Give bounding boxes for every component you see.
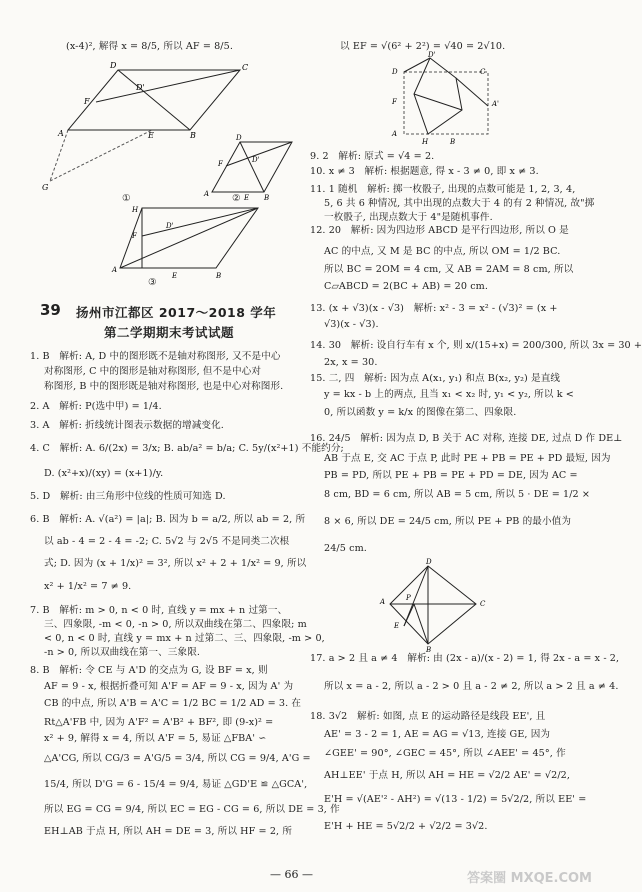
answer-line: 14. 30 解析: 设自行车有 x 个, 则 x/(15+x) = 200/300, 所以 3x = 30 + <box>310 340 642 351</box>
answer-line: 4. C 解析: A. 6/(2x) = 3/x; B. ab/a² = b/a; C. 5y/(x²+1) 不能约分; <box>30 443 344 454</box>
answer-line: 15/4, 所以 D'G = 6 - 15/4 = 9/4, 易证 △GD'E ≌ △GCA', <box>44 779 308 790</box>
svg-text:P: P <box>406 594 411 602</box>
answer-line: 10. x ≠ 3 解析: 根据题意, 得 x - 3 ≠ 0, 即 x ≠ 3. <box>310 166 539 177</box>
svg-text:E: E <box>244 194 250 202</box>
svg-text:A': A' <box>492 100 499 108</box>
answer-line: ∠GEE' = 90°, ∠GEC = 45°, 所以 ∠AEE' = 45°, 作 <box>324 748 566 759</box>
section-number: 39 <box>40 301 61 319</box>
answer-line: 17. a > 2 且 a ≠ 4 解析: 由 (2x - a)/(x - 2) = 1, 得 2x - a = x - 2, <box>310 653 620 664</box>
answer-line: x² + 9, 解得 x = 4, 所以 A'F = 5, 易证 △FBA' ∽ <box>44 733 267 744</box>
geometry-figure-3 <box>112 202 262 284</box>
answer-line: AH⊥EE' 于点 H, 所以 AH = HE = √2/2 AE' = √2/2, <box>324 770 571 781</box>
svg-text:B: B <box>264 194 270 202</box>
svg-text:D: D <box>236 134 242 142</box>
watermark-logo: 答案圈 MXQE.COM <box>467 871 592 886</box>
answer-line: 6. B 解析: A. √(a²) = |a|; B. 因为 b = a/2, 所以 ab = 2, 所 <box>30 514 306 525</box>
svg-text:B: B <box>190 131 196 140</box>
answer-line: AF = 9 - x, 根据折叠可知 A'F = AF = 9 - x, 因为 A' 为 <box>44 681 294 692</box>
answer-line: < 0, n < 0 时, 直线 y = mx + n 过第二、三、四象限, -m > 0, <box>44 633 325 644</box>
svg-text:D': D' <box>428 51 436 59</box>
answer-line: 2x, x = 30. <box>324 357 378 368</box>
svg-text:A: A <box>204 190 210 198</box>
answer-line: 9. 2 解析: 原式 = √4 = 2. <box>310 151 435 162</box>
svg-text:D: D <box>392 68 398 76</box>
answer-line: y = kx - b 上的两点, 且当 x₁ < x₂ 时, y₁ < y₂, 所以 k < <box>324 389 574 400</box>
answer-line: 11. 1 随机 解析: 掷一枚骰子, 出现的点数可能是 1, 2, 3, 4, <box>310 184 576 195</box>
answer-line: 所以 BC = 2OM = 4 cm, 又 AB = 2AM = 8 cm, 所以 <box>324 264 574 275</box>
answer-line: 称图形, B 中的图形既是轴对称图形, 也是中心对称图形. <box>44 381 284 392</box>
section-title-line2: 第二学期期末考试试题 <box>104 325 235 340</box>
svg-text:B: B <box>450 138 456 146</box>
answer-line: 0, 所以函数 y = k/x 的图像在第二、四象限. <box>324 407 517 418</box>
answer-line: 1. B 解析: A, D 中的图形既不是轴对称图形, 又不是中心 <box>30 351 281 362</box>
answer-line: 8. B 解析: 令 CE 与 A'D 的交点为 G, 设 BF = x, 则 <box>30 665 268 676</box>
answer-line: 所以 EG = CG = 9/4, 所以 EC = EG - CG = 6, 所以 DE = 3, 作 <box>44 804 340 815</box>
svg-text:E: E <box>394 622 400 630</box>
svg-text:H: H <box>422 138 429 146</box>
answer-line: 对称图形, C 中的图形是轴对称图形, 但不是中心对 <box>44 366 262 377</box>
answer-line: 3. A 解析: 折线统计图表示数据的增减变化. <box>30 420 224 431</box>
svg-text:B: B <box>426 646 432 654</box>
svg-text:A: A <box>58 129 64 138</box>
svg-text:B: B <box>216 272 222 280</box>
svg-text:D: D <box>426 558 432 566</box>
svg-text:D': D' <box>166 222 174 230</box>
answer-line: 以 ab - 4 = 2 - 4 = -2; C. 5√2 与 2√5 不是同类二次根 <box>44 536 290 547</box>
svg-text:C: C <box>480 68 486 76</box>
svg-text:A: A <box>380 598 386 606</box>
answer-line: 8 cm, BD = 6 cm, 所以 AB = 5 cm, 所以 5 · DE = 1/2 × <box>324 489 591 500</box>
answer-line: 所以 x = a - 2, 所以 a - 2 > 0 且 a - 2 ≠ 2, 所以 a > 2 且 a ≠ 4. <box>324 681 619 692</box>
answer-line: -n > 0, 所以双曲线在第一、三象限. <box>44 647 201 658</box>
svg-text:C: C <box>480 600 486 608</box>
answer-line: 5, 6 共 6 种情况, 其中出现的点数大于 4 的有 2 种情况, 故"掷 <box>324 198 595 209</box>
square-figure <box>388 51 508 146</box>
answer-line: AC 的中点, 又 M 是 BC 的中点, 所以 OM = 1/2 BC. <box>324 246 561 257</box>
right-top-line: 以 EF = √(6² + 2²) = √40 = 2√10. <box>340 41 506 52</box>
svg-text:A: A <box>392 130 398 138</box>
svg-text:C: C <box>242 63 249 72</box>
answer-line: 三、四象限, -m < 0, -n > 0, 所以双曲线在第二、四象限; m <box>44 619 307 630</box>
answer-line: 15. 二, 四 解析: 因为点 A(x₁, y₁) 和点 B(x₂, y₂) 是直线 <box>310 373 561 384</box>
answer-line: PB = PD, 所以 PE + PB = PE + PD = DE, 因为 AC = <box>324 470 578 481</box>
left-top-line: (x-4)², 解得 x = 8/5, 所以 AF = 8/5. <box>66 41 233 52</box>
answer-line: 24/5 cm. <box>324 543 367 554</box>
answer-line: 7. B 解析: m > 0, n < 0 时, 直线 y = mx + n 过第一、 <box>30 605 288 616</box>
svg-text:F: F <box>392 98 397 106</box>
answer-line: Rt△A'FB 中, 因为 A'F² = A'B² + BF², 即 (9-x)² = <box>44 717 274 728</box>
svg-text:D: D <box>110 61 117 70</box>
geometry-figure-2 <box>200 136 300 206</box>
figure-3-label: ③ <box>148 277 157 288</box>
answer-line: AE' = 3 - 2 = 1, AE = AG = √13, 连接 GE, 因为 <box>324 729 551 740</box>
svg-text:A: A <box>112 266 118 274</box>
svg-text:D': D' <box>252 156 260 164</box>
svg-text:G: G <box>42 183 49 192</box>
answer-line: 16. 24/5 解析: 因为点 D, B 关于 AC 对称, 连接 DE, 过点 D 作 DE⊥ <box>310 433 623 444</box>
rhombus-figure <box>380 558 490 654</box>
answer-line: 式; D. 因为 (x + 1/x)² = 3², 所以 x² + 2 + 1/x² = 9, 所以 <box>44 558 307 569</box>
answer-line: 12. 20 解析: 因为四边形 ABCD 是平行四边形, 所以 O 是 <box>310 225 569 236</box>
svg-text:F: F <box>218 160 223 168</box>
page-number: — 66 — <box>270 868 313 881</box>
figure-2-label: ② <box>232 193 241 204</box>
answer-line: x² + 1/x² = 7 ≠ 9. <box>44 581 132 592</box>
answer-line: C▱ABCD = 2(BC + AB) = 20 cm. <box>324 281 489 292</box>
svg-text:F: F <box>132 232 137 240</box>
answer-line: 8 × 6, 所以 DE = 24/5 cm, 所以 PE + PB 的最小值为 <box>324 516 572 527</box>
section-title-line1: 扬州市江都区 2017～2018 学年 <box>76 305 277 320</box>
svg-text:F: F <box>84 97 90 106</box>
answer-line: E'H = √(AE'² - AH²) = √(13 - 1/2) = 5√2/2, 所以 EE' = <box>324 794 587 805</box>
answer-line: E'H + HE = 5√2/2 + √2/2 = 3√2. <box>324 821 488 832</box>
svg-text:H: H <box>132 206 139 214</box>
svg-text:E: E <box>148 131 154 140</box>
answer-line: 13. (x + √3)(x - √3) 解析: x² - 3 = x² - (√3)² = (x + <box>310 303 558 314</box>
figure-1-label: ① <box>122 193 131 204</box>
answer-line: 2. A 解析: P(选中甲) = 1/4. <box>30 401 162 412</box>
answer-line: √3)(x - √3). <box>324 319 379 330</box>
answer-line: EH⊥AB 于点 H, 所以 AH = DE = 3, 所以 HF = 2, 所 <box>44 826 293 837</box>
answer-line: CB 的中点, 所以 A'B = A'C = 1/2 BC = 1/2 AD = 3. 在 <box>44 698 302 709</box>
answer-line: 5. D 解析: 由三角形中位线的性质可知选 D. <box>30 491 226 502</box>
answer-line: D. (x²+x)/(xy) = (x+1)/y. <box>44 468 164 479</box>
answer-line: AB 于点 E, 交 AC 于点 P, 此时 PE + PB = PE + PD 最短, 因为 <box>324 453 611 464</box>
svg-text:D': D' <box>136 83 145 92</box>
svg-text:E: E <box>172 272 178 280</box>
answer-line: 一枚骰子, 出现点数大于 4"是随机事件. <box>324 212 493 223</box>
answer-line: △A'CG, 所以 CG/3 = A'G/5 = 3/4, 所以 CG = 9/4, A'G = <box>44 753 311 764</box>
answer-line: 18. 3√2 解析: 如图, 点 E 的运动路径是线段 EE', 且 <box>310 711 546 722</box>
